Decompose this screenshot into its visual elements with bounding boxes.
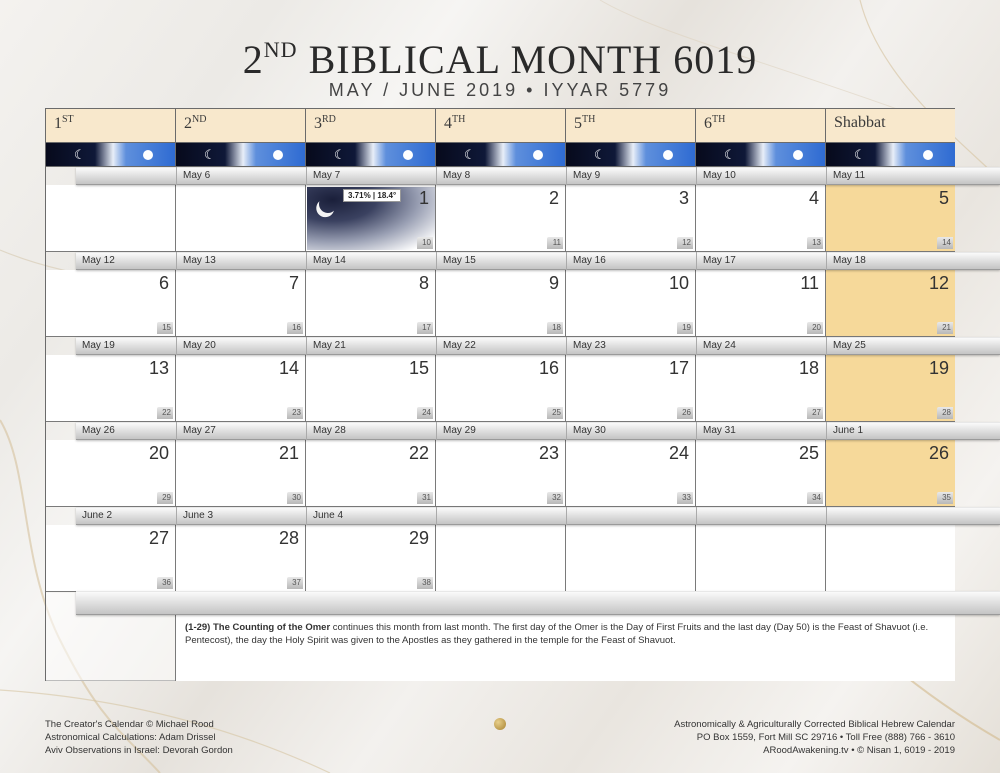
- gregorian-date: May 15: [436, 252, 566, 270]
- omer-count-badge: 30: [287, 492, 303, 504]
- gregorian-date: [436, 507, 566, 525]
- day-cell[interactable]: [46, 270, 176, 337]
- day-cell[interactable]: [306, 525, 436, 592]
- footer-credit-line: The Creator's Calendar © Michael Rood: [45, 719, 214, 730]
- gregorian-date: June 2: [82, 510, 113, 521]
- day-number: 6: [158, 273, 169, 293]
- gregorian-date: June 4: [306, 507, 436, 525]
- gregorian-date: May 31: [696, 422, 826, 440]
- day-cell[interactable]: [46, 355, 176, 422]
- gregorian-date: May 29: [436, 422, 566, 440]
- day-number: 4: [808, 188, 819, 208]
- weekday-number: 1: [54, 115, 62, 132]
- day-cell[interactable]: [826, 525, 955, 592]
- title-text: BIBLICAL MONTH 6019: [308, 37, 758, 82]
- day-cell[interactable]: [566, 355, 696, 422]
- day-number: 5: [938, 188, 949, 208]
- weekday-header: [696, 109, 826, 143]
- day-number: 3: [678, 188, 689, 208]
- weekday-number: 4: [444, 115, 452, 132]
- omer-count-badge: 32: [547, 492, 563, 504]
- footer-credit-line: Aviv Observations in Israel: Devorah Gordon: [45, 745, 233, 756]
- footer-credits: [45, 718, 233, 757]
- weekday-number: 5: [574, 115, 582, 132]
- day-cell[interactable]: [176, 270, 306, 337]
- day-cell[interactable]: [176, 525, 306, 592]
- omer-count-badge: 14: [937, 237, 953, 249]
- gregorian-date: May 10: [696, 167, 826, 185]
- gregorian-date: May 21: [306, 337, 436, 355]
- day-cell[interactable]: [306, 440, 436, 507]
- gregorian-date: [696, 507, 826, 525]
- day-cell[interactable]: [176, 440, 306, 507]
- day-cell[interactable]: [176, 355, 306, 422]
- page-title: [0, 36, 1000, 83]
- weekday-header: [306, 109, 436, 143]
- day-cell[interactable]: [46, 525, 176, 592]
- gregorian-date: May 20: [176, 337, 306, 355]
- day-number: 15: [408, 358, 429, 378]
- gregorian-date: May 17: [696, 252, 826, 270]
- gregorian-date: May 11: [826, 167, 956, 185]
- new-moon-image: [307, 187, 435, 250]
- day-cell[interactable]: [826, 355, 955, 422]
- day-cell[interactable]: [46, 440, 176, 507]
- gregorian-date: June 3: [176, 507, 306, 525]
- day-number: 17: [668, 358, 689, 378]
- day-number: 21: [278, 443, 299, 463]
- day-cell[interactable]: [436, 440, 566, 507]
- gregorian-date: May 26: [82, 425, 115, 436]
- day-number: 28: [278, 528, 299, 548]
- day-number: 7: [288, 273, 299, 293]
- omer-count-badge: 20: [807, 322, 823, 334]
- day-cell[interactable]: [696, 185, 826, 252]
- gregorian-date: May 12: [82, 255, 115, 266]
- day-cell[interactable]: [566, 270, 696, 337]
- day-number: 23: [538, 443, 559, 463]
- omer-count-badge: 27: [807, 407, 823, 419]
- notes-text: [185, 621, 945, 647]
- omer-count-badge: 22: [157, 407, 173, 419]
- omer-count-badge: 37: [287, 577, 303, 589]
- day-cell[interactable]: [436, 525, 566, 592]
- omer-count-badge: 21: [937, 322, 953, 334]
- weekday-suffix: TH: [712, 114, 726, 125]
- footer-publisher-line: ARoodAwakening.tv • © Nisan 1, 6019 - 2019: [763, 745, 955, 756]
- gregorian-date: May 24: [696, 337, 826, 355]
- crescent-moon-icon: ☾: [334, 147, 346, 162]
- weekday-suffix: ST: [62, 114, 74, 125]
- omer-count-badge: 28: [937, 407, 953, 419]
- weekday-suffix: TH: [452, 114, 466, 125]
- crescent-moon-icon: ☾: [594, 147, 606, 162]
- footer-publisher: [674, 718, 955, 757]
- gregorian-date: May 25: [826, 337, 956, 355]
- footer-publisher-line: PO Box 1559, Fort Mill SC 29716 • Toll Free (888) 766 - 3610: [696, 732, 955, 743]
- day-number: 12: [928, 273, 949, 293]
- moon-phase-bar: [826, 143, 955, 167]
- full-moon-icon: [533, 150, 543, 160]
- moon-phase-bar: [696, 143, 826, 167]
- day-cell[interactable]: [696, 270, 826, 337]
- day-cell[interactable]: [696, 355, 826, 422]
- day-number: 8: [418, 273, 429, 293]
- omer-count-badge: 10: [417, 237, 433, 249]
- gregorian-date: May 13: [176, 252, 306, 270]
- omer-count-badge: 29: [157, 492, 173, 504]
- full-moon-icon: [923, 150, 933, 160]
- day-cell[interactable]: [826, 270, 955, 337]
- day-cell[interactable]: [306, 355, 436, 422]
- gregorian-date: May 14: [306, 252, 436, 270]
- footer-publisher-line: Astronomically & Agriculturally Corrected Biblical Hebrew Calendar: [674, 719, 955, 730]
- omer-count-badge: 26: [677, 407, 693, 419]
- weekday-number: 3: [314, 115, 322, 132]
- omer-count-badge: 11: [547, 237, 563, 249]
- day-number: 10: [668, 273, 689, 293]
- omer-count-badge: 33: [677, 492, 693, 504]
- weekday-header: [436, 109, 566, 143]
- day-number: 14: [278, 358, 299, 378]
- day-cell[interactable]: [46, 185, 176, 252]
- day-number: 27: [148, 528, 169, 548]
- gregorian-date: May 9: [566, 167, 696, 185]
- weekday-header: [46, 109, 176, 143]
- title-ordinal: 2: [242, 37, 264, 82]
- gregorian-date: May 19: [82, 340, 115, 351]
- title-ordinal-suffix: ND: [263, 37, 298, 62]
- crescent-moon-icon: [316, 192, 339, 215]
- day-cell[interactable]: [176, 185, 306, 252]
- notes-lead: (1-29) The Counting of the Omer: [185, 622, 331, 633]
- omer-count-badge: 23: [287, 407, 303, 419]
- gregorian-date: [76, 167, 176, 185]
- day-number: 25: [798, 443, 819, 463]
- notes-header-strip: [76, 591, 1000, 615]
- day-cell[interactable]: [566, 525, 696, 592]
- weekday-header: [826, 109, 955, 143]
- moon-phase-bar: [436, 143, 566, 167]
- gold-dot-ornament: [494, 718, 506, 730]
- calendar-grid: [45, 108, 955, 681]
- full-moon-icon: [273, 150, 283, 160]
- gregorian-date: May 23: [566, 337, 696, 355]
- weekday-header: [176, 109, 306, 143]
- moon-phase-bar: [46, 143, 176, 167]
- weekday-suffix: ND: [192, 114, 207, 125]
- crescent-moon-icon: ☾: [724, 147, 736, 162]
- weekday-number: Shabbat: [834, 114, 886, 131]
- page-subtitle: MAY / JUNE 2019 • IYYAR 5779: [328, 80, 672, 100]
- gregorian-date: [826, 507, 956, 525]
- omer-count-badge: 18: [547, 322, 563, 334]
- weekday-suffix: TH: [582, 114, 596, 125]
- omer-count-badge: 24: [417, 407, 433, 419]
- gregorian-date: May 8: [436, 167, 566, 185]
- day-number: 18: [798, 358, 819, 378]
- gregorian-date: May 18: [826, 252, 956, 270]
- day-number: 13: [148, 358, 169, 378]
- omer-count-badge: 36: [157, 577, 173, 589]
- moon-illumination-label: 3.71% | 18.4°: [343, 189, 401, 202]
- full-moon-icon: [403, 150, 413, 160]
- moon-phase-bar: [566, 143, 696, 167]
- day-number: 19: [928, 358, 949, 378]
- day-cell[interactable]: [566, 440, 696, 507]
- day-cell[interactable]: [306, 270, 436, 337]
- gregorian-date: June 1: [826, 422, 956, 440]
- day-cell[interactable]: [566, 185, 696, 252]
- day-number: 24: [668, 443, 689, 463]
- omer-count-badge: 35: [937, 492, 953, 504]
- omer-count-badge: 25: [547, 407, 563, 419]
- day-cell[interactable]: [826, 185, 955, 252]
- gregorian-date: [566, 507, 696, 525]
- day-cell[interactable]: [696, 525, 826, 592]
- gregorian-date: May 27: [176, 422, 306, 440]
- day-number: 20: [148, 443, 169, 463]
- omer-count-badge: 38: [417, 577, 433, 589]
- gregorian-date: May 22: [436, 337, 566, 355]
- weekday-number: 2: [184, 115, 192, 132]
- crescent-moon-icon: ☾: [854, 147, 866, 162]
- full-moon-icon: [663, 150, 673, 160]
- day-cell[interactable]: [436, 185, 566, 252]
- crescent-moon-icon: ☾: [204, 147, 216, 162]
- omer-count-badge: 15: [157, 322, 173, 334]
- day-number: 9: [548, 273, 559, 293]
- weekday-header: [566, 109, 696, 143]
- crescent-moon-icon: ☾: [464, 147, 476, 162]
- day-number: 2: [548, 188, 559, 208]
- gregorian-date: May 16: [566, 252, 696, 270]
- full-moon-icon: [143, 150, 153, 160]
- omer-count-badge: 19: [677, 322, 693, 334]
- gregorian-date: May 30: [566, 422, 696, 440]
- moon-phase-bar: [306, 143, 436, 167]
- gregorian-date: May 7: [306, 167, 436, 185]
- weekday-number: 6: [704, 115, 712, 132]
- weekday-suffix: RD: [322, 114, 336, 125]
- notes-body: continues this month from last month. The first day of the Omer is the Day of First Fruits and the last day (Day 50) is the Feast of Shavuot (i.e. Pentecost), the day the Holy Spirit was given to the Apostles as they gathered in the temple for the Feast of Shavuot.: [185, 622, 929, 646]
- day-number: 16: [538, 358, 559, 378]
- omer-count-badge: 34: [807, 492, 823, 504]
- omer-count-badge: 16: [287, 322, 303, 334]
- day-number: 29: [408, 528, 429, 548]
- day-number: 22: [408, 443, 429, 463]
- omer-count-badge: 17: [417, 322, 433, 334]
- day-cell[interactable]: [826, 440, 955, 507]
- crescent-moon-icon: ☾: [74, 147, 86, 162]
- full-moon-icon: [793, 150, 803, 160]
- day-cell[interactable]: [436, 270, 566, 337]
- footer-credit-line: Astronomical Calculations: Adam Drissel: [45, 732, 216, 743]
- gregorian-date: May 28: [306, 422, 436, 440]
- day-number: 26: [928, 443, 949, 463]
- omer-count-badge: 12: [677, 237, 693, 249]
- day-number: 1: [418, 188, 429, 208]
- day-cell[interactable]: [696, 440, 826, 507]
- gregorian-date: May 6: [176, 167, 306, 185]
- omer-count-badge: 31: [417, 492, 433, 504]
- omer-count-badge: 13: [807, 237, 823, 249]
- day-number: 11: [800, 273, 819, 293]
- day-cell[interactable]: [436, 355, 566, 422]
- moon-phase-bar: [176, 143, 306, 167]
- day-cell[interactable]: [306, 185, 436, 252]
